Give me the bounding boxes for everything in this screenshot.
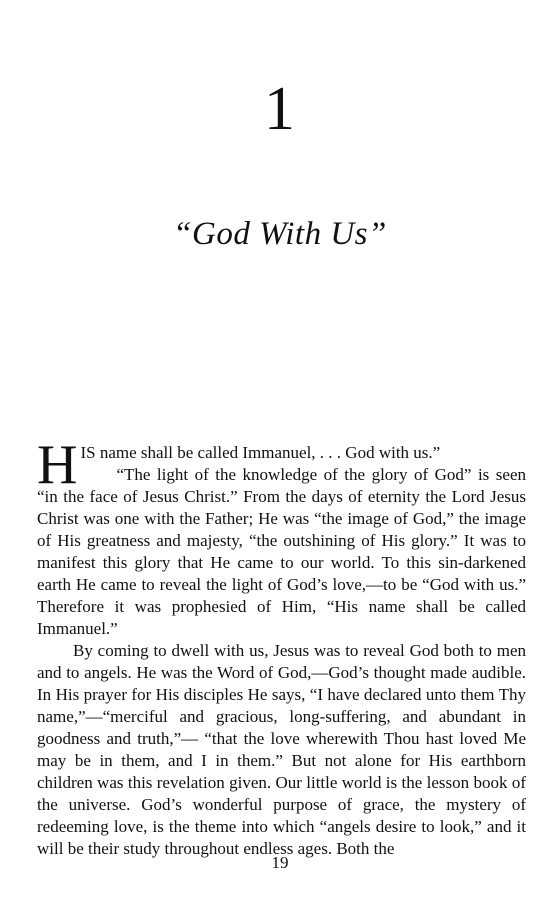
chapter-body xyxy=(37,434,526,860)
chapter-title: “God With Us” xyxy=(173,216,387,252)
paragraph-2: By coming to dwell with us, Jesus was to reveal God both to men and to angels. He was the Word of God,—God’s thought made audible. In His prayer for His disciples He says, “I have declared unto them Thy name,”—“merciful and gracious, long-suffering, and abundant in goodness and truth,”— “that the love wherewith Thou hast loved Me may be in them, and I in them.” But not alone for His earthborn children was this revelation given. Our little world is the lesson book of the universe. God’s wonderful purpose of grace, the mystery of redeeming love, is the theme into which “angels desire to look,” and it will be their study throughout endless ages. Both the xyxy=(37,641,526,858)
opening-line: IS name shall be called Immanuel, . . . God with us.” xyxy=(80,443,441,462)
page-number: 19 xyxy=(271,853,289,872)
chapter-number: 1 xyxy=(264,75,296,143)
drop-cap: H xyxy=(37,434,78,496)
paragraph-2-wrapper xyxy=(37,640,526,860)
paragraph-1: “The light of the knowledge of the glory of God” is seen “in the face of Jesus Christ.” From the days of eternity the Lord Jesus Christ was one with the Father; He was “the image of God,” the image of His greatness and majesty, “the outshining of His glory.” It was to manifest this glory that He came to our world. To this sin-darkened earth He came to reveal the light of God’s love,—to be “God with us.” Therefore it was prophesied of Him, “His name shall be called Immanuel.” xyxy=(37,465,526,638)
opening-paragraph xyxy=(37,434,526,640)
